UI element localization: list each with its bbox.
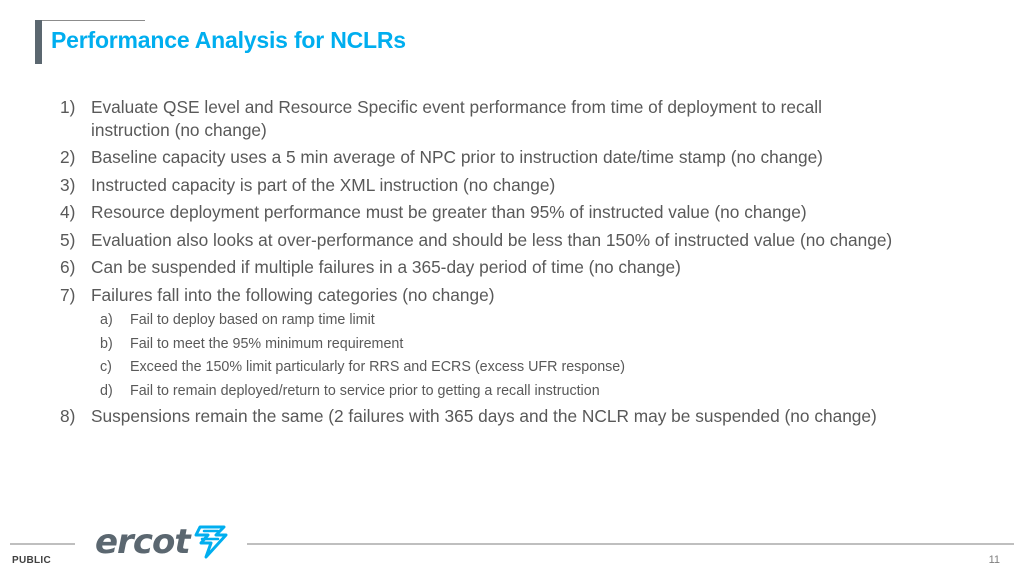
- list-item-number: 6): [60, 257, 76, 277]
- list-item-number: 3): [60, 174, 76, 195]
- list-item: [60, 174, 905, 197]
- sub-list-item-text: Fail to remain deployed/return to service prior to getting a recall instruction: [130, 382, 600, 399]
- list-item-number: 8): [60, 406, 76, 426]
- list-item-text: Suspensions remain the same (2 failures with 365 days and the NCLR may be suspended (no change): [91, 406, 877, 426]
- list-item: [60, 405, 905, 428]
- list-item: [60, 256, 905, 279]
- classification-label: PUBLIC: [12, 555, 52, 566]
- title-rule: [42, 20, 145, 21]
- sub-list-item-letter: d): [100, 382, 113, 399]
- list-item-text: Resource deployment performance must be greater than 95% of instructed value (no change): [91, 202, 807, 222]
- list-item-text: Failures fall into the following categories (no change): [91, 284, 495, 305]
- list-item-number: 4): [60, 202, 76, 222]
- sub-list-item-letter: b): [100, 335, 113, 352]
- sub-list-item: [100, 310, 905, 330]
- list-item-text: Can be suspended if multiple failures in a 365-day period of time (no change): [91, 257, 681, 277]
- footer-divider-right: [247, 543, 1014, 545]
- sub-list-item-letter: c): [100, 359, 112, 375]
- list-item-text: Evaluate QSE level and Resource Specific event performance from time of deployment to recall instruction (no change): [91, 97, 822, 140]
- list-item: [60, 96, 905, 141]
- slide-title: Performance Analysis for NCLRs: [51, 27, 406, 53]
- list-item-number: 2): [60, 147, 76, 167]
- sub-list-item-text: Fail to meet the 95% minimum requirement: [130, 335, 404, 352]
- sub-list-item: [100, 334, 905, 354]
- page-number: 11: [988, 554, 1000, 566]
- list-item: [60, 229, 905, 252]
- list-item-number: 5): [60, 229, 76, 250]
- sub-list-item: [100, 381, 905, 401]
- ercot-logo: [95, 522, 230, 562]
- sub-list-item-text: Fail to deploy based on ramp time limit: [130, 312, 375, 328]
- list-item-number: 1): [60, 97, 76, 117]
- slide-body: [60, 96, 905, 433]
- list-item-text: Evaluation also looks at over-performance and should be less than 150% of instructed value (no change): [91, 229, 893, 250]
- footer-divider-left: [10, 543, 75, 545]
- title-accent-bar: [35, 20, 42, 64]
- list-item-text: Baseline capacity uses a 5 min average of NPC prior to instruction date/time stamp (no change): [91, 147, 823, 167]
- list-item: [60, 284, 905, 307]
- sub-list-item: [100, 357, 905, 377]
- sub-list-item-letter: a): [100, 312, 113, 328]
- list-item: [60, 146, 905, 169]
- list-item-text: Instructed capacity is part of the XML instruction (no change): [91, 174, 556, 195]
- lightning-bolt-icon: [192, 524, 230, 560]
- list-item-number: 7): [60, 284, 76, 305]
- logo-wordmark: ercot: [95, 522, 190, 562]
- sub-list-item-text: Exceed the 150% limit particularly for RRS and ECRS (excess UFR response): [130, 359, 626, 375]
- list-item: [60, 201, 905, 224]
